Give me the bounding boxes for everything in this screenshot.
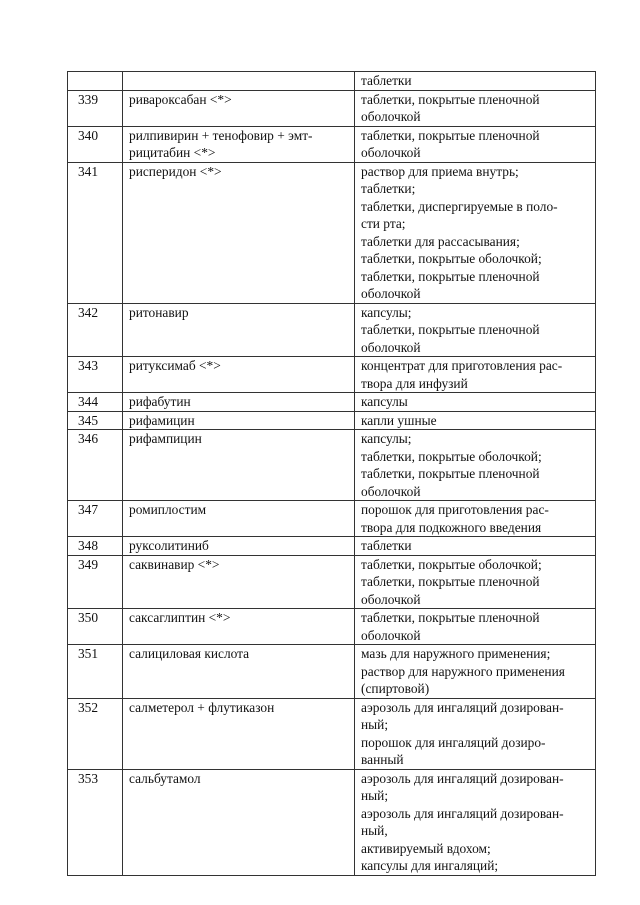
dosage-form-line: ный,: [361, 823, 388, 838]
row-number-cell: 352: [68, 698, 123, 769]
drug-name-line: рифамицин: [129, 412, 195, 428]
drug-name-cell: [123, 555, 355, 609]
table-row: [68, 501, 596, 537]
dosage-form-line: оболочкой: [361, 286, 421, 301]
row-number-cell: 340: [68, 126, 123, 162]
dosage-form-line: капсулы для ингаляций;: [361, 858, 499, 873]
table-row: [68, 72, 596, 91]
dosage-form-line: аэрозоль для ингаляций дозирован-: [361, 805, 564, 821]
dosage-form-line: раствор для приема внутрь;: [361, 163, 519, 179]
row-number-cell: 353: [68, 769, 123, 875]
table-row: [68, 645, 596, 699]
dosage-form-line: таблетки, покрытые пленочной: [361, 127, 540, 143]
drug-name-line: рисперидон <*>: [129, 163, 222, 179]
drug-name-line: ритонавир: [129, 304, 189, 320]
dosage-form-cell: [355, 645, 596, 699]
dosage-form-line: оболочкой: [361, 339, 421, 355]
dosage-form-cell: [355, 303, 596, 357]
dosage-form-line: капсулы;: [361, 431, 412, 446]
dosage-form-line: аэрозоль для ингаляций дозирован-: [361, 699, 564, 715]
dosage-form-line: таблетки, покрытые пленочной: [361, 610, 540, 625]
dosage-form-cell: [355, 430, 596, 501]
dosage-form-cell: [355, 90, 596, 126]
row-number-cell: 350: [68, 609, 123, 645]
dosage-form-cell: [355, 411, 596, 430]
document-page: [67, 71, 595, 876]
dosage-form-line: оболочкой: [361, 109, 421, 124]
row-number-cell: 348: [68, 537, 123, 556]
drug-name-line: ритуксимаб <*>: [129, 358, 221, 373]
dosage-form-line: твора для инфузий: [361, 375, 468, 391]
drug-name-cell: [123, 162, 355, 303]
row-number-cell: 347: [68, 501, 123, 537]
row-number-cell: 343: [68, 357, 123, 393]
table-row: [68, 303, 596, 357]
dosage-form-line: оболочкой: [361, 483, 421, 499]
dosage-form-line: мазь для наружного применения;: [361, 646, 551, 661]
dosage-form-line: аэрозоль для ингаляций дозирован-: [361, 770, 564, 786]
dosage-form-line: таблетки, покрытые пленочной: [361, 268, 540, 284]
table-row: [68, 411, 596, 430]
row-number-cell: 351: [68, 645, 123, 699]
dosage-form-cell: [355, 698, 596, 769]
dosage-form-line: оболочкой: [361, 145, 421, 160]
drug-name-cell: [123, 430, 355, 501]
table-row: [68, 555, 596, 609]
drug-name-cell: [123, 537, 355, 556]
dosage-form-line: оболочкой: [361, 627, 421, 643]
drug-name-cell: [123, 501, 355, 537]
table-row: [68, 357, 596, 393]
row-number-cell: 346: [68, 430, 123, 501]
dosage-form-cell: [355, 357, 596, 393]
dosage-form-line: таблетки, покрытые оболочкой;: [361, 448, 542, 464]
dosage-form-line: таблетки, покрытые пленочной: [361, 322, 540, 337]
table-row: [68, 162, 596, 303]
drug-name-cell: [123, 126, 355, 162]
dosage-form-line: концентрат для приготовления рас-: [361, 358, 563, 373]
row-number-cell: 342: [68, 303, 123, 357]
dosage-form-cell: [355, 393, 596, 412]
dosage-form-line: таблетки: [361, 73, 412, 88]
dosage-form-cell: [355, 72, 596, 91]
table-row: [68, 90, 596, 126]
row-number-cell: 341: [68, 162, 123, 303]
dosage-form-line: порошок для приготовления рас-: [361, 502, 549, 517]
drug-name-cell: [123, 90, 355, 126]
table-row: [68, 609, 596, 645]
drug-name-line: ривароксабан <*>: [129, 91, 232, 107]
drug-name-line: салметерол + флутиказон: [129, 699, 275, 715]
dosage-form-line: таблетки, покрытые оболочкой;: [361, 251, 542, 266]
dosage-form-line: (спиртовой): [361, 681, 430, 696]
drug-name-cell: [123, 411, 355, 430]
drug-name-cell: [123, 698, 355, 769]
drug-name-cell: [123, 645, 355, 699]
dosage-form-line: ный;: [361, 717, 389, 732]
dosage-form-line: капсулы: [361, 394, 408, 409]
table-row: [68, 126, 596, 162]
dosage-form-line: таблетки: [361, 538, 412, 553]
drug-name-line: рилпивирин + тенофовир + эмт-: [129, 127, 313, 143]
dosage-form-line: твора для подкожного введения: [361, 519, 542, 535]
drug-name-cell: [123, 357, 355, 393]
drug-name-line: саквинавир <*>: [129, 556, 220, 572]
drug-name-cell: [123, 769, 355, 875]
dosage-form-line: активируемый вдохом;: [361, 840, 491, 856]
row-number-cell: 344: [68, 393, 123, 412]
drug-name-line: сальбутамол: [129, 770, 201, 786]
row-number-cell: 349: [68, 555, 123, 609]
dosage-form-cell: [355, 555, 596, 609]
dosage-form-cell: [355, 769, 596, 875]
dosage-form-line: таблетки, покрытые пленочной: [361, 91, 540, 107]
table-row: [68, 769, 596, 875]
dosage-form-cell: [355, 609, 596, 645]
table-row: [68, 537, 596, 556]
dosage-form-line: порошок для ингаляций дозиро-: [361, 734, 546, 750]
drug-name-line: саксаглиптин <*>: [129, 610, 231, 625]
drug-name-cell: [123, 393, 355, 412]
table-row: [68, 393, 596, 412]
table-row: [68, 430, 596, 501]
table-row: [68, 698, 596, 769]
drug-name-line: рифабутин: [129, 394, 191, 409]
row-number-cell: 345: [68, 411, 123, 430]
drug-name-line: рифампицин: [129, 431, 202, 446]
dosage-form-line: капли ушные: [361, 412, 437, 428]
drug-name-cell: [123, 609, 355, 645]
dosage-form-cell: [355, 126, 596, 162]
drug-name-line: ромиплостим: [129, 502, 207, 517]
dosage-form-line: таблетки для рассасывания;: [361, 233, 520, 249]
dosage-form-line: капсулы;: [361, 304, 412, 320]
dosage-form-line: сти рта;: [361, 216, 406, 231]
drug-name-cell: [123, 303, 355, 357]
drug-name-line: салициловая кислота: [129, 646, 250, 661]
dosage-form-line: оболочкой: [361, 591, 421, 607]
dosage-form-line: раствор для наружного применения: [361, 663, 565, 679]
dosage-form-line: таблетки, покрытые пленочной: [361, 466, 540, 481]
dosage-form-line: таблетки, покрытые оболочкой;: [361, 556, 542, 572]
dosage-form-line: ный;: [361, 788, 389, 803]
dosage-form-line: таблетки, покрытые пленочной: [361, 574, 540, 589]
drug-name-cell: [123, 72, 355, 91]
drug-name-line: рицитабин <*>: [129, 145, 216, 160]
dosage-form-cell: [355, 501, 596, 537]
dosage-form-line: таблетки, диспергируемые в поло-: [361, 198, 558, 214]
row-number-cell: [68, 72, 123, 91]
dosage-form-line: таблетки;: [361, 181, 416, 196]
dosage-form-cell: [355, 537, 596, 556]
dosage-form-cell: [355, 162, 596, 303]
dosage-form-line: ванный: [361, 752, 404, 767]
drug-name-line: руксолитиниб: [129, 538, 209, 553]
drug-table: [67, 71, 596, 876]
row-number-cell: 339: [68, 90, 123, 126]
